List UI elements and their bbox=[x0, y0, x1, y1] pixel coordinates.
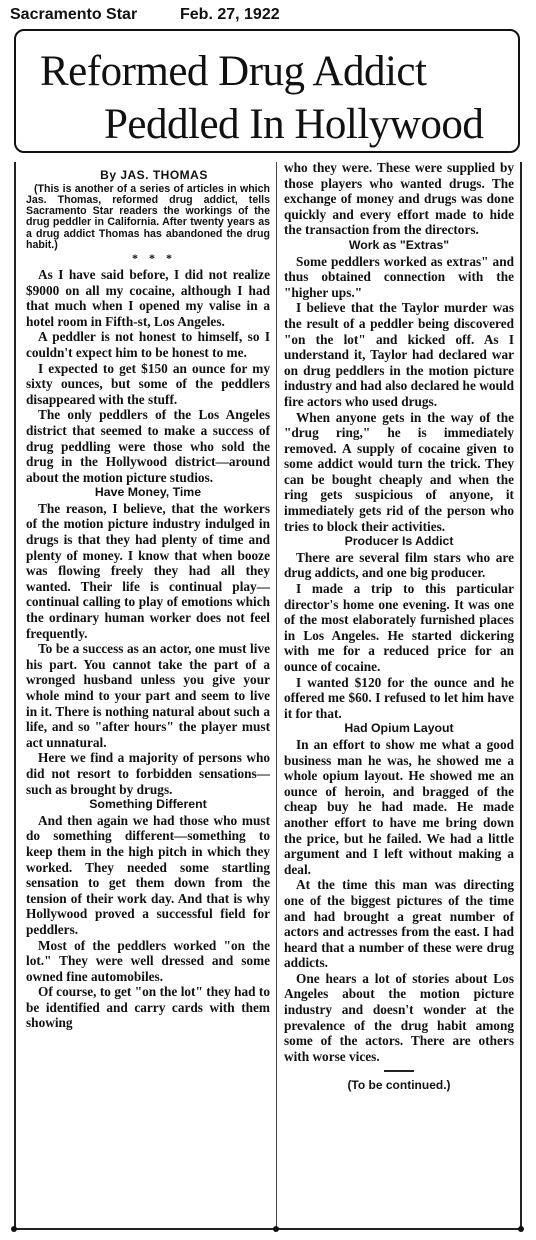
paragraph: I believe that the Taylor murder was the result of a peddler being discovered "on the lot" and kicked off. As I understand it, Taylor had declared war on drug peddlers in the motion picture industry and had also declared he would fire actors who used drugs. bbox=[284, 300, 514, 409]
paragraph: As I have said before, I did not realize $9000 on all my cocaine, although I had that much when I opened my valise in a hotel room in Fifth-st, Los Angeles. bbox=[26, 266, 270, 329]
paragraph: One hears a lot of stories about Los Angeles about the motion picture industry and doesn't wonder at the prevalence of the drug habit among some of the actors. There are others with worse vices. bbox=[284, 970, 514, 1064]
to-be-continued: (To be continued.) bbox=[347, 1078, 451, 1093]
subheading: Had Opium Layout bbox=[344, 721, 454, 736]
left-border-rule bbox=[14, 162, 16, 1230]
paragraph: There are several film stars who are drug addicts, and one big producer. bbox=[284, 549, 514, 581]
paragraph: Of course, to get "on the lot" they had to be identified and carry cards with them showing bbox=[26, 984, 270, 1031]
subheading: Have Money, Time bbox=[94, 485, 202, 500]
editor-intro: (This is another of a series of articles in which Jas. Thomas, reformed drug addict, tells Sacramento Star readers the workings of the drug peddler in California. After twenty years as a drug addict Thomas has abandoned the drug habit.) bbox=[26, 182, 270, 252]
paragraph: I wanted $120 for the ounce and he offered me $60. I refused to let him have it for that. bbox=[284, 674, 514, 721]
headline-line-2: Peddled In Hollywood bbox=[104, 101, 484, 148]
headline-line-1: Reformed Drug Addict bbox=[40, 48, 427, 95]
section-stars: * * * bbox=[132, 251, 176, 266]
paragraph: The reason, I believe, that the workers of the motion picture industry indulged in drugs is that they had plenty of time and plenty of money. I know that when booze was flowing freely they had all they wanted. Their life is continual play—continual calling to play of emotions which the ordinary human worker does not feel frequently. bbox=[26, 500, 270, 641]
end-rule bbox=[384, 1070, 414, 1072]
paragraph: I made a trip to this particular director's home one evening. It was one of the most elaborately furnished places in Los Angeles. He started dickering with me for a reduced price for an ounce of cocaine. bbox=[284, 581, 514, 674]
article-column-right bbox=[284, 160, 514, 1094]
right-border-rule bbox=[520, 162, 522, 1230]
paragraph: And then again we had those who must do something different—something to keep them in the high pitch in which they worked. They needed some startling sensation to get them down from the tension of their work day. And that is why Hollywood proved a successful field for peddlers. bbox=[26, 812, 270, 937]
paragraph: Here we find a majority of persons who did not resort to forbidden sensations—such as brought by drugs. bbox=[26, 750, 270, 797]
paragraph: I expected to get $150 an ounce for my sixty ounces, but some of the peddlers disappeared with the stuff. bbox=[26, 360, 270, 407]
paragraph: A peddler is not honest to himself, so I couldn't expect him to be honest to me. bbox=[26, 329, 270, 360]
paragraph: When anyone gets in the way of the "drug ring," he is immediately removed. A supply of cocaine given to some addict would turn the trick. They can be bought cheaply and when the ring gets suspicious of anyone, it immediately gets rid of the person who tries to block their activities. bbox=[284, 409, 514, 534]
paragraph: The only peddlers of the Los Angeles district that seemed to make a success of drug peddling were those who sold the drug in the Hollywood district—around about the motion picture studios. bbox=[26, 407, 270, 485]
article-column-left bbox=[26, 168, 270, 1031]
masthead bbox=[10, 6, 526, 26]
corner-dot-middle bbox=[273, 1226, 279, 1232]
column-divider bbox=[276, 162, 277, 1230]
publication-name: Sacramento Star bbox=[10, 6, 138, 23]
subheading: Producer Is Addict bbox=[344, 534, 454, 549]
publication-date: Feb. 27, 1922 bbox=[180, 6, 280, 23]
subheading: Something Different bbox=[89, 797, 207, 812]
paragraph: Some peddlers worked as extras" and thus obtained connection with the "higher ups." bbox=[284, 253, 514, 300]
paragraph: Most of the peddlers worked "on the lot." They were well dressed and some owned fine automobiles. bbox=[26, 937, 270, 984]
subheading: Work as "Extras" bbox=[348, 237, 450, 252]
bottom-border-rule bbox=[14, 1228, 522, 1230]
corner-dot-left bbox=[11, 1226, 17, 1232]
paragraph: who they were. These were supplied by those players who wanted drugs. The exchange of money and drugs was done quickly and every effort made to hide the transaction from the directors. bbox=[284, 160, 514, 238]
headline-box bbox=[14, 29, 520, 153]
paragraph: In an effort to show me what a good business man he was, he showed me a whole opium layout. He showed me an ounce of heroin, and bragged of the cheap buy he had made. He made another effort to have me bring down the price, but he failed. We had a little argument and I left without making a deal. bbox=[284, 736, 514, 877]
paragraph: At the time this man was directing one of the biggest pictures of the time and had brought a great number of actors and actresses from the east. I had heard that a number of these were drug addicts. bbox=[284, 877, 514, 971]
corner-dot-right bbox=[518, 1226, 524, 1232]
byline: By JAS. THOMAS bbox=[100, 168, 208, 182]
paragraph: To be a success as an actor, one must live his part. You cannot take the part of a wronged husband unless you give your whole mind to your part and seem to live in it. There is nothing natural about such a life, and so "after hours" the player must act unnatural. bbox=[26, 641, 270, 750]
